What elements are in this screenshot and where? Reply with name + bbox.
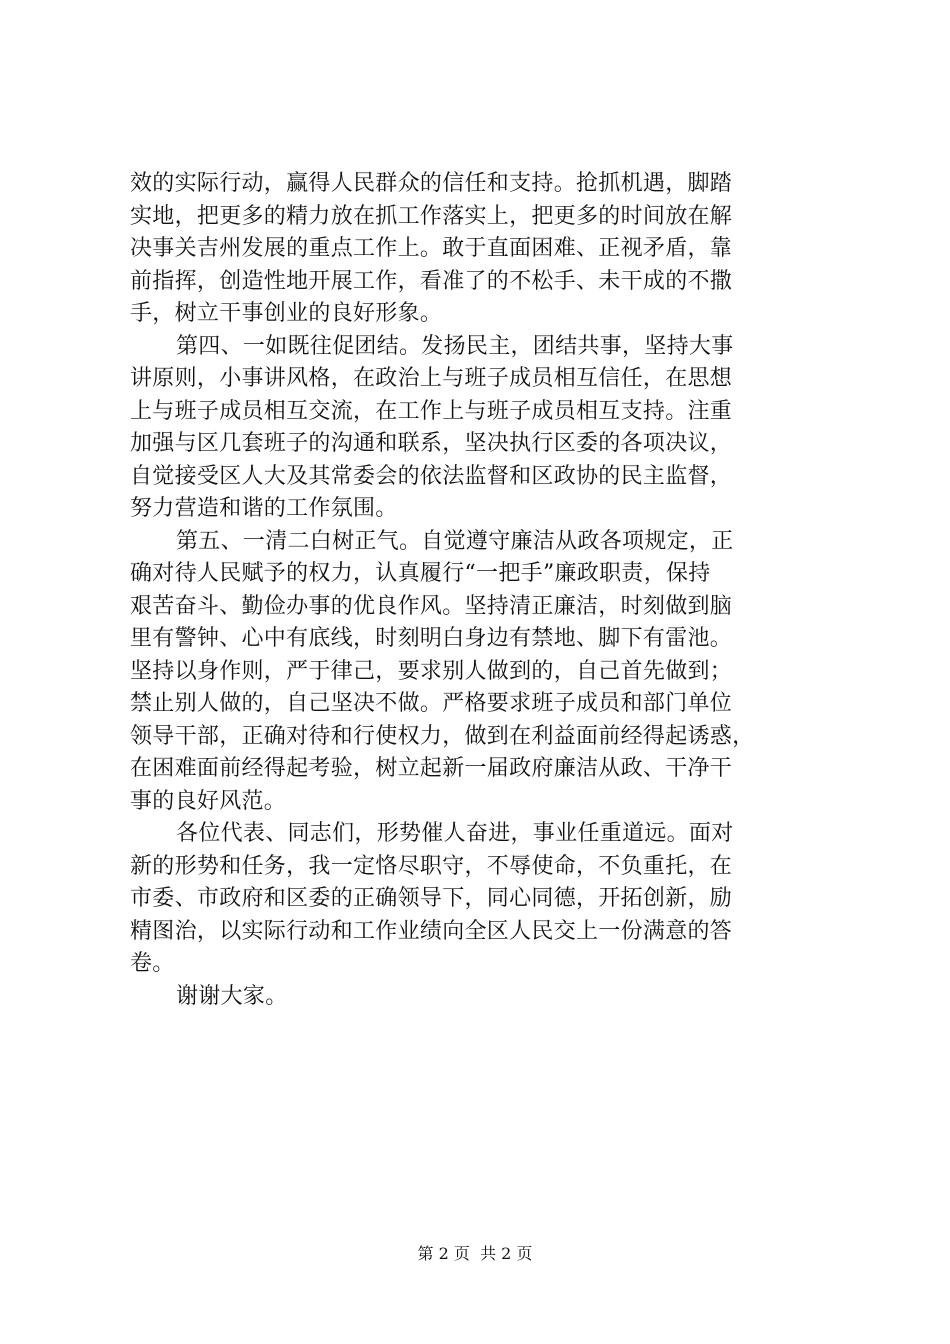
text-line: 加强与区几套班子的沟通和联系，坚决执行区委的各项决议， <box>130 431 733 456</box>
text-line: 上与班子成员相互交流，在工作上与班子成员相互支持。注重 <box>130 398 733 424</box>
text-line: 努力营造和谐的工作氛围。 <box>130 496 398 521</box>
page-number-label: 第 2 页 共 2 页 <box>417 1244 533 1263</box>
text-line: 实地，把更多的精力放在抓工作落实上，把更多的时间放在解 <box>130 203 733 229</box>
text-line: 坚持以身作则，严于律己，要求别人做到的，自己首先做到； <box>130 658 733 684</box>
text-line: 新的形势和任务，我一定恪尽职守，不辱使命，不负重托，在 <box>130 853 733 879</box>
text-line: 领导干部，正确对待和行使权力，做到在利益面前经得起诱惑， <box>130 723 755 749</box>
text-line: 确对待人民赋予的权力，认真履行“一把手”廉政职责，保持 <box>130 561 711 586</box>
paragraph-first-line: 第四、一如既往促团结。发扬民主，团结共事，坚持大事 <box>176 333 734 359</box>
page-footer <box>0 1244 950 1264</box>
text-line: 事的良好风范。 <box>130 788 287 814</box>
text-line: 精图治，以实际行动和工作业绩向全区人民交上一份满意的答 <box>130 918 733 944</box>
text-line: 讲原则，小事讲风格，在政治上与班子成员相互信任，在思想 <box>130 366 733 391</box>
text-line: 禁止别人做的，自己坚决不做。严格要求班子成员和部门单位 <box>130 691 733 716</box>
paragraph-first-line: 第五、一清二白树正气。自觉遵守廉洁从政各项规定，正 <box>176 528 734 554</box>
text-line: 手，树立干事创业的良好形象。 <box>130 301 443 326</box>
text-line: 在困难面前经得起考验，树立起新一届政府廉洁从政、干净干 <box>130 756 733 781</box>
text-line: 市委、市政府和区委的正确领导下，同心同德，开拓创新，励 <box>130 886 733 911</box>
text-line: 艰苦奋斗、勤俭办事的优良作风。坚持清正廉洁，时刻做到脑 <box>130 593 733 619</box>
text-line: 卷。 <box>130 951 175 976</box>
document-body <box>130 168 830 1013</box>
text-line: 自觉接受区人大及其常委会的依法监督和区政协的民主监督， <box>130 463 733 489</box>
text-line: 前指挥，创造性地开展工作，看准了的不松手、未干成的不撒 <box>130 268 733 294</box>
text-line: 里有警钟、心中有底线，时刻明白身边有禁地、脚下有雷池。 <box>130 626 733 651</box>
closing-line: 谢谢大家。 <box>176 983 288 1009</box>
paragraph-first-line: 各位代表、同志们，形势催人奋进，事业任重道远。面对 <box>176 821 734 846</box>
text-line: 效的实际行动，赢得人民群众的信任和支持。抢抓机遇，脚踏 <box>130 171 733 196</box>
text-line: 决事关吉州发展的重点工作上。敢于直面困难、正视矛盾，靠 <box>130 236 733 261</box>
